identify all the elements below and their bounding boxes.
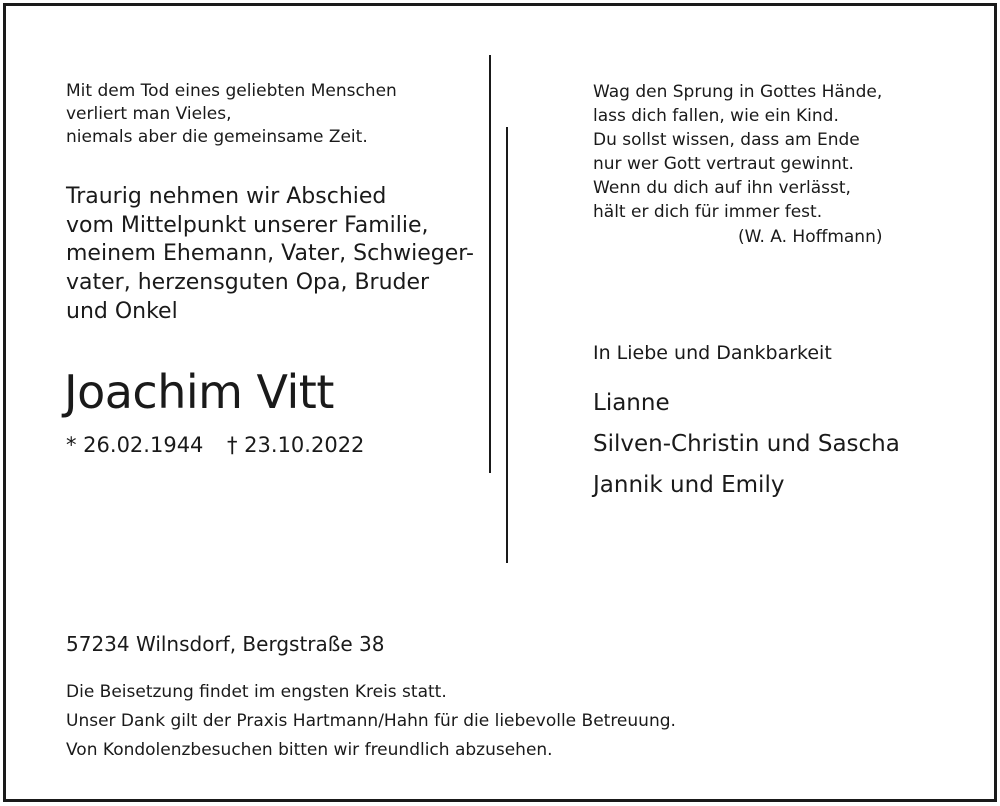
death-date: † 23.10.2022 (227, 433, 365, 457)
poem-line: Wag den Sprung in Gottes Hände, (593, 82, 883, 102)
divider-line-right (506, 127, 508, 563)
left-motto (66, 80, 397, 149)
intro-line: meinem Ehemann, Vater, Schwieger- (66, 241, 474, 267)
note-line: Die Beisetzung findet im engsten Kreis statt. (66, 682, 447, 702)
poem-line: Du sollst wissen, dass am Ende (593, 130, 860, 150)
intro-line: vom Mittelpunkt unserer Familie, (66, 212, 429, 238)
poem-line: Wenn du dich auf ihn verlässt, (593, 178, 851, 198)
mourner-name: Silven-Christin und Sascha (593, 431, 900, 457)
motto-line: Mit dem Tod eines geliebten Menschen (66, 81, 397, 101)
poem-line: nur wer Gott vertraut gewinnt. (593, 154, 854, 174)
mourners-list (593, 383, 900, 506)
farewell-intro (66, 183, 474, 327)
mourner-name: Jannik und Emily (593, 472, 785, 498)
motto-line: verliert man Vieles, (66, 104, 232, 124)
intro-line: vater, herzensguten Opa, Bruder (66, 270, 430, 296)
birth-date: * 26.02.1944 (66, 433, 204, 457)
poem-source: (W. A. Hoffmann) (738, 227, 883, 247)
note-line: Unser Dank gilt der Praxis Hartmann/Hahn für die liebevolle Betreuung. (66, 711, 676, 731)
funeral-notes (66, 678, 676, 765)
intro-line: und Onkel (66, 298, 178, 324)
address: 57234 Wilnsdorf, Bergstraße 38 (66, 632, 385, 656)
gratitude-line: In Liebe und Dankbarkeit (593, 342, 832, 364)
note-line: Von Kondolenzbesuchen bitten wir freundlich abzusehen. (66, 740, 553, 760)
intro-line: Traurig nehmen wir Abschied (66, 184, 387, 209)
poem-line: lass dich fallen, wie ein Kind. (593, 106, 839, 126)
divider-line-left (489, 55, 491, 473)
deceased-name: Joachim Vitt (64, 365, 334, 419)
motto-line: niemals aber die gemeinsame Zeit. (66, 127, 368, 147)
poem (593, 80, 882, 224)
poem-line: hält er dich für immer fest. (593, 202, 823, 222)
mourner-name: Lianne (593, 390, 670, 416)
